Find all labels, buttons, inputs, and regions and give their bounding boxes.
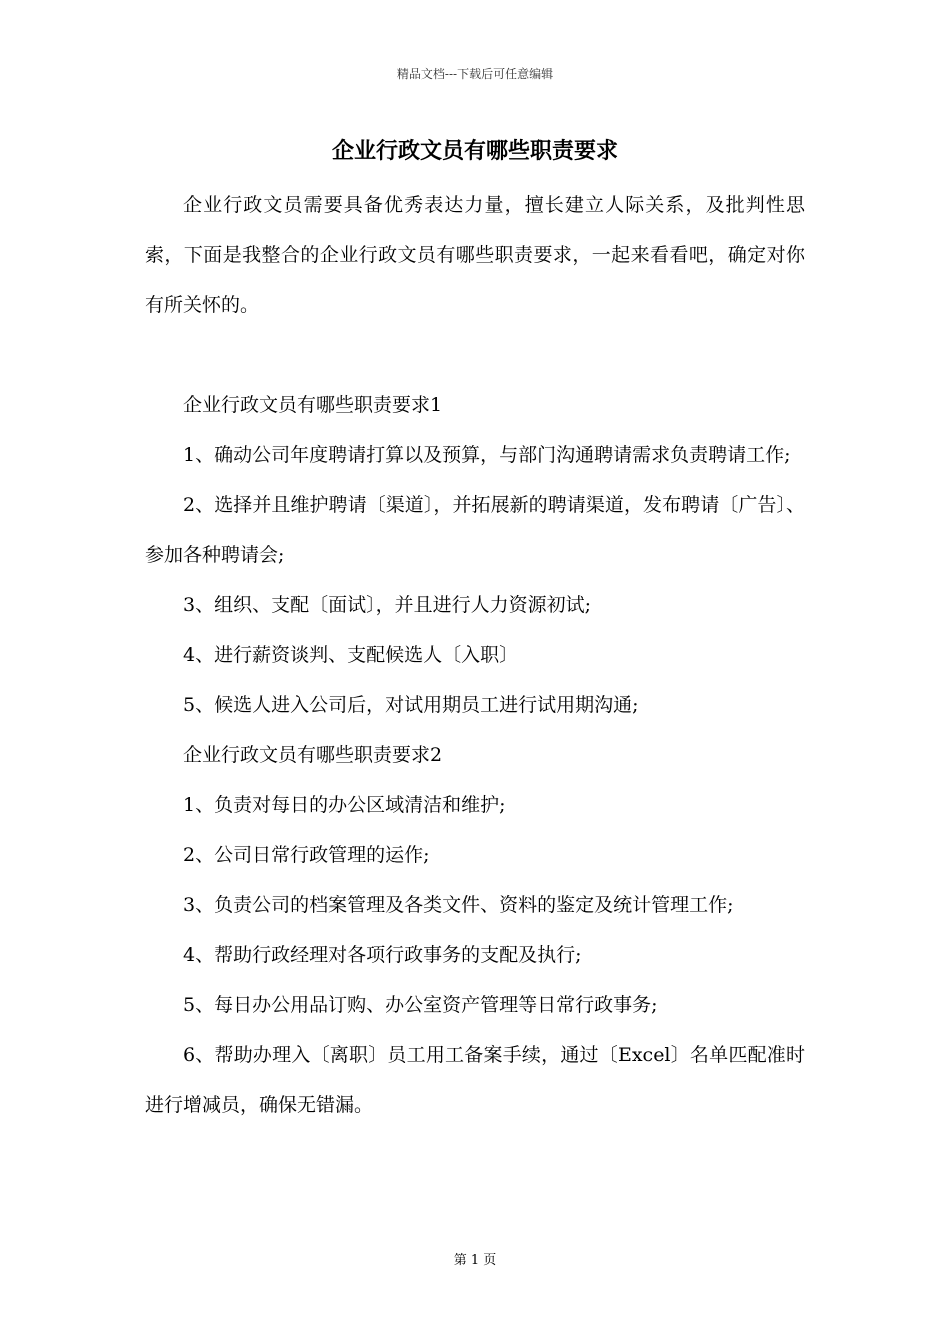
list-item: 1、确动公司年度聘请打算以及预算，与部门沟通聘请需求负责聘请工作; [183,444,791,466]
list-item: 6、帮助办理入〔离职〕员工用工备案手续，通过〔Excel〕名单匹配准时进行增减员，确保无错漏。 [145,1044,805,1116]
list-item: 5、候选人进入公司后，对试用期员工进行试用期沟通; [183,694,639,716]
page-header: 精品文档---下载后可任意编辑 [396,67,554,81]
list-item: 3、组织、支配〔面试〕，并且进行人力资源初试; [183,594,591,616]
list-item: 2、公司日常行政管理的运作; [183,844,430,866]
section-heading-1: 企业行政文员有哪些职责要求1 [183,394,443,416]
list-item: 4、进行薪资谈判、支配候选人〔入职〕 [183,644,519,666]
page-number: 第 1 页 [453,1253,497,1268]
intro-paragraph: 企业行政文员需要具备优秀表达力量，擅长建立人际关系，及批判性思索，下面是我整合的企业行政文员有哪些职责要求，一起来看看吧，确定对你有所关怀的。 [145,194,805,316]
list-item: 3、负责公司的档案管理及各类文件、资料的鉴定及统计管理工作; [183,894,734,916]
section-heading-2: 企业行政文员有哪些职责要求2 [183,744,443,766]
document-title: 企业行政文员有哪些职责要求 [331,138,618,164]
list-item: 5、每日办公用品订购、办公室资产管理等日常行政事务; [183,994,658,1016]
list-item: 2、选择并且维护聘请〔渠道〕，并拓展新的聘请渠道，发布聘请〔广告〕、参加各种聘请会; [145,494,805,566]
list-item: 4、帮助行政经理对各项行政事务的支配及执行; [183,944,582,966]
document-body [145,180,805,1130]
list-item: 1、负责对每日的办公区域清洁和维护; [183,794,506,816]
blank-line [145,330,805,380]
